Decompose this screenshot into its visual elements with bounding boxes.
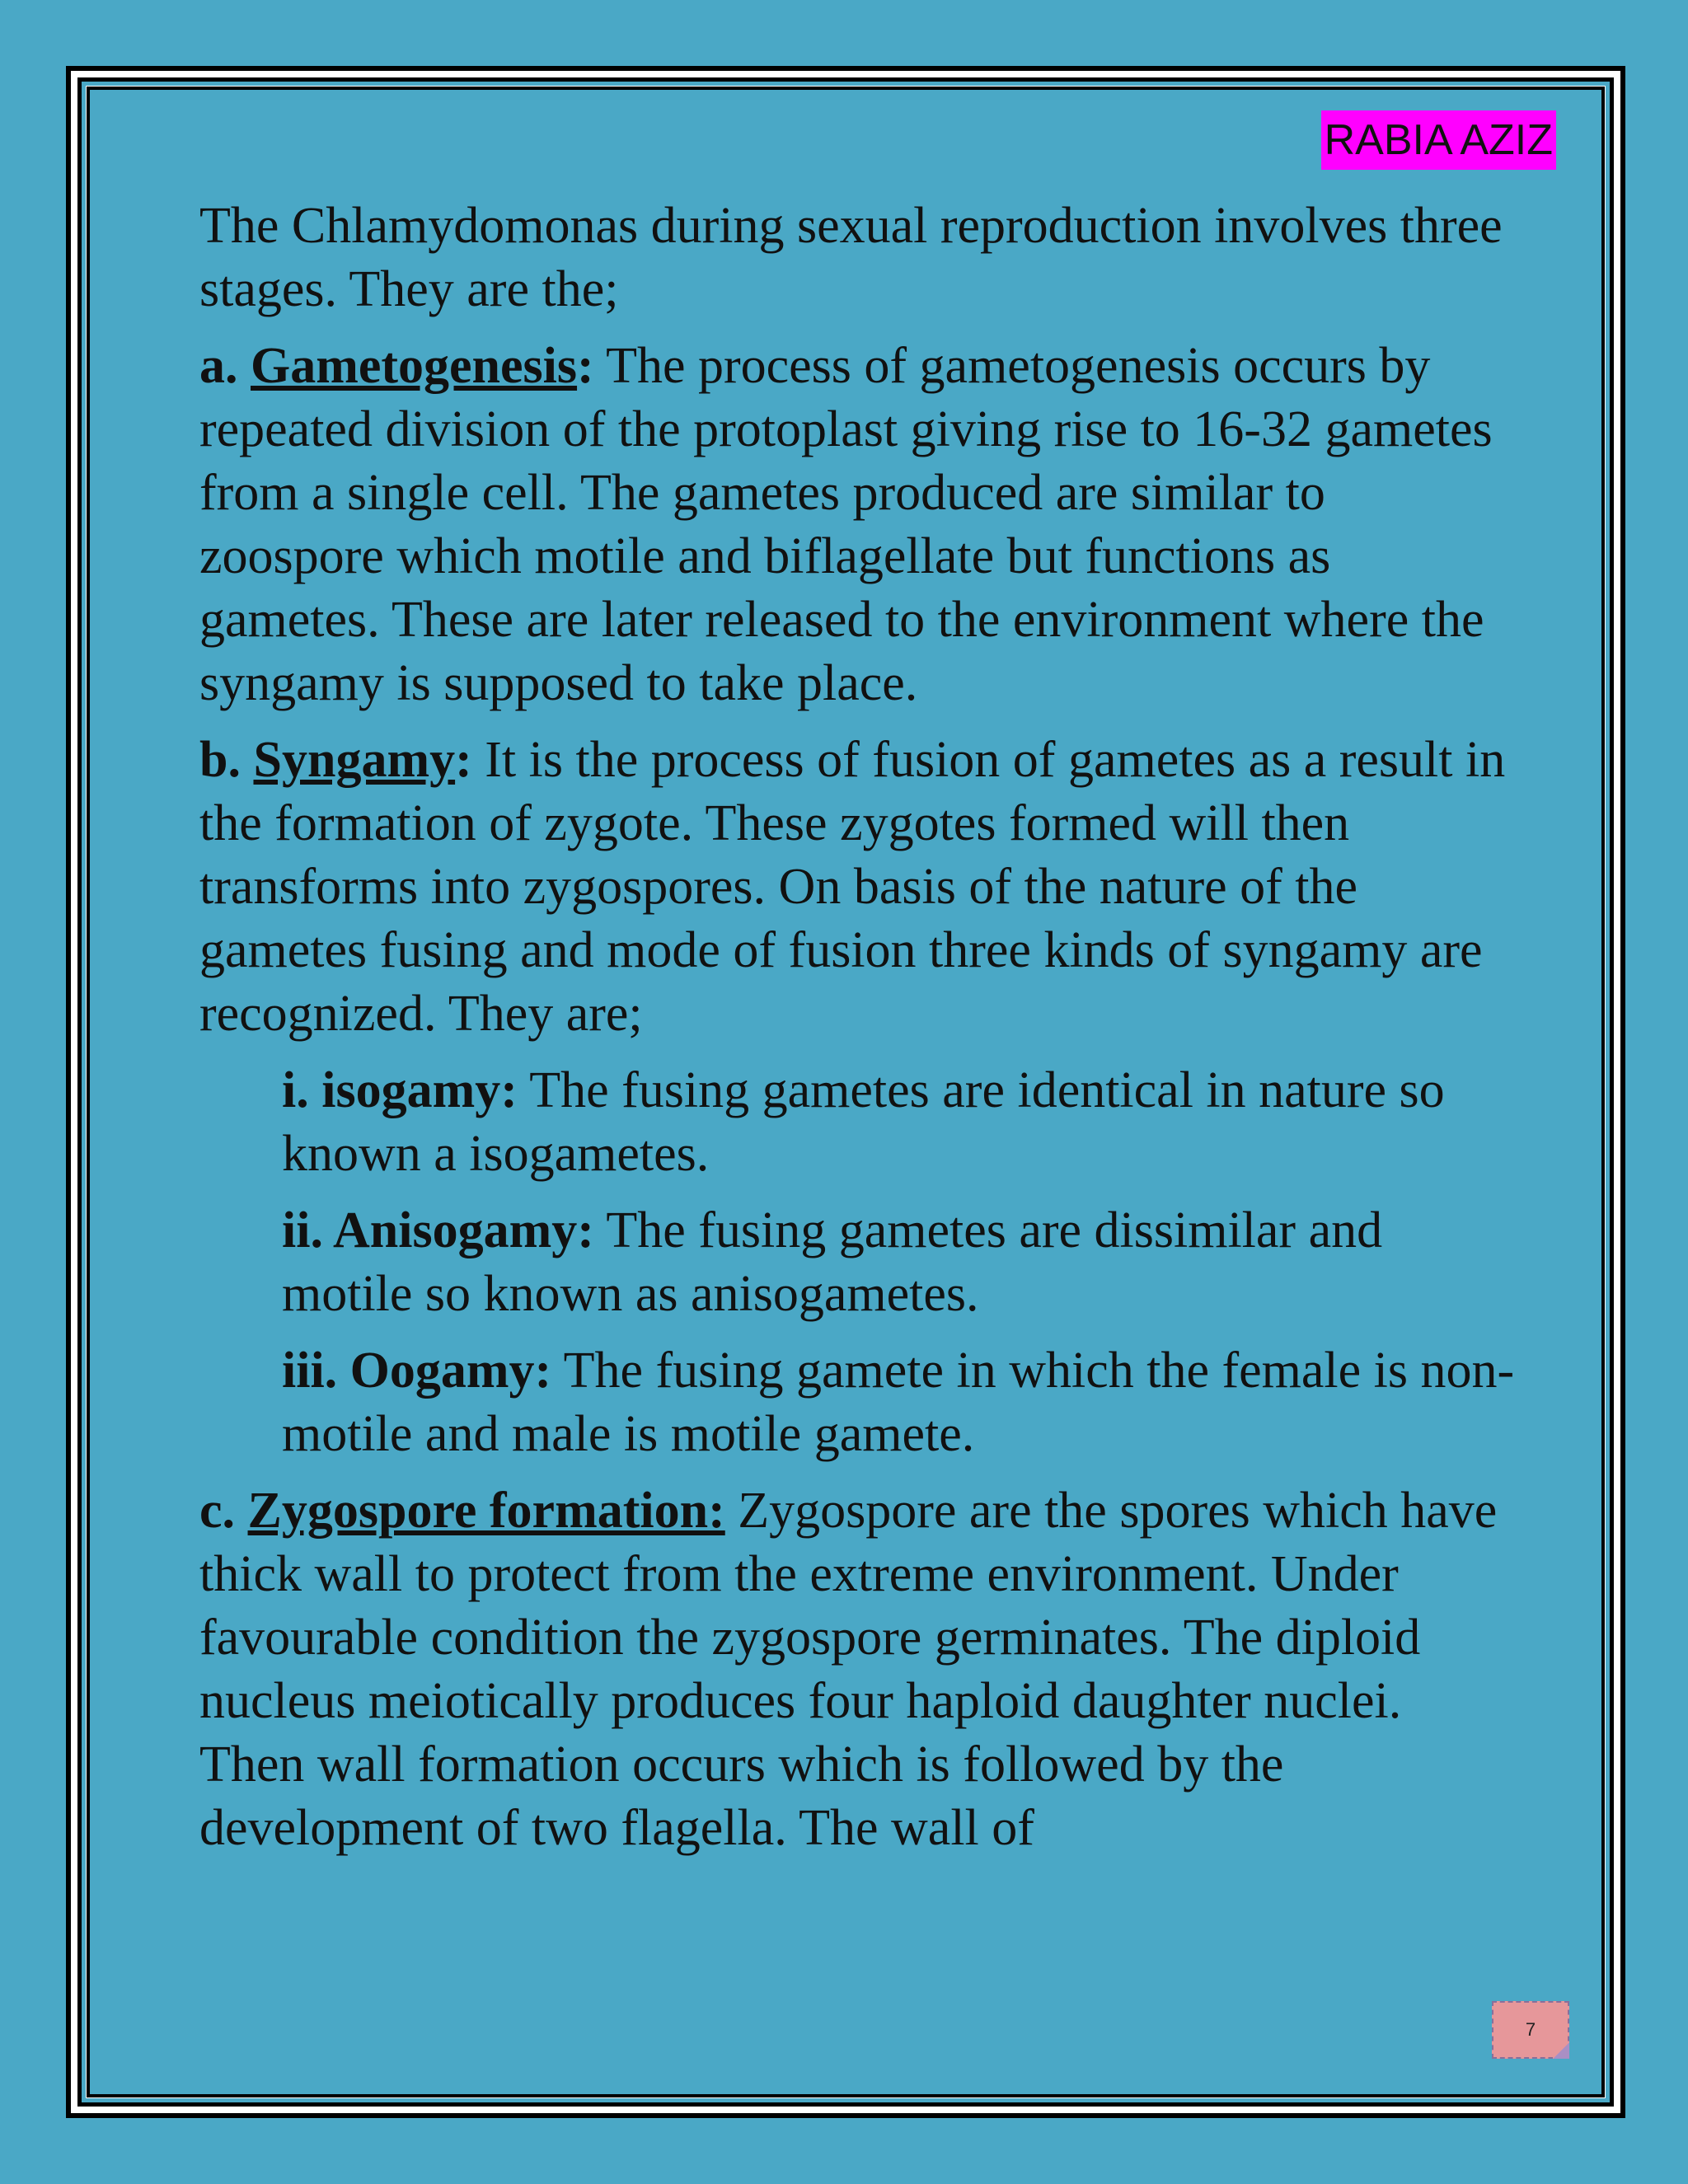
- syngamy-type-isogamy: [199, 1059, 1518, 1186]
- stage-c-term: Zygospore formation:: [247, 1483, 725, 1539]
- stage-c-text: Zygospore are the spores which have thick wall to protect from the extreme environment. Under favourable condition the zygospore germinates. The diploid nucleus meiotically produces four haploid daughter nuclei. Then wall formation occurs which is followed by the development of two flagella. The wall of: [199, 1483, 1498, 1856]
- document-body: [199, 194, 1518, 1873]
- stage-c-prefix: c.: [199, 1483, 248, 1539]
- anisogamy-text: The fusing gametes are dissimilar and motile so known as anisogametes.: [282, 1202, 1383, 1322]
- page-number-badge: 7: [1492, 2001, 1569, 2059]
- isogamy-text: The fusing gametes are identical in nature so known a isogametes.: [282, 1062, 1445, 1182]
- stage-b-paragraph: [199, 729, 1518, 1046]
- syngamy-type-anisogamy: [199, 1199, 1518, 1326]
- stage-b-term: Syngamy: [253, 732, 456, 788]
- stage-a-prefix: a.: [199, 338, 251, 394]
- author-name-badge: RABIA AZIZ: [1321, 110, 1556, 170]
- stage-c-paragraph: [199, 1479, 1518, 1860]
- stage-a-term: Gametogenesis: [251, 338, 578, 394]
- stage-a-text: The process of gametogenesis occurs by repeated division of the protoplast giving rise to 16-32 gametes from a single cell. The gametes produced are similar to zoospore which motile and biflagellate but functions as gametes. These are later released to the environment where the syngamy is supposed to take place.: [199, 338, 1493, 711]
- stage-b-colon: :: [455, 732, 472, 788]
- stage-b-text: It is the process of fusion of gametes as a result in the formation of zygote. These zygotes formed will then transforms into zygospores. On basis of the nature of the gametes fusing and mode of fusion three kinds of syngamy are recognized. They are;: [199, 732, 1506, 1042]
- syngamy-type-oogamy: [199, 1339, 1518, 1466]
- stage-a-colon: :: [577, 338, 594, 394]
- oogamy-label: iii. Oogamy:: [282, 1343, 552, 1399]
- oogamy-text: The fusing gamete in which the female is non-motile and male is motile gamete.: [282, 1343, 1515, 1462]
- intro-paragraph: The Chlamydomonas during sexual reproduction involves three stages. They are the;: [199, 198, 1503, 317]
- stage-b-prefix: b.: [199, 732, 254, 788]
- anisogamy-label: ii. Anisogamy:: [282, 1202, 594, 1258]
- isogamy-label: i. isogamy:: [282, 1062, 518, 1118]
- stage-a-paragraph: [199, 335, 1518, 715]
